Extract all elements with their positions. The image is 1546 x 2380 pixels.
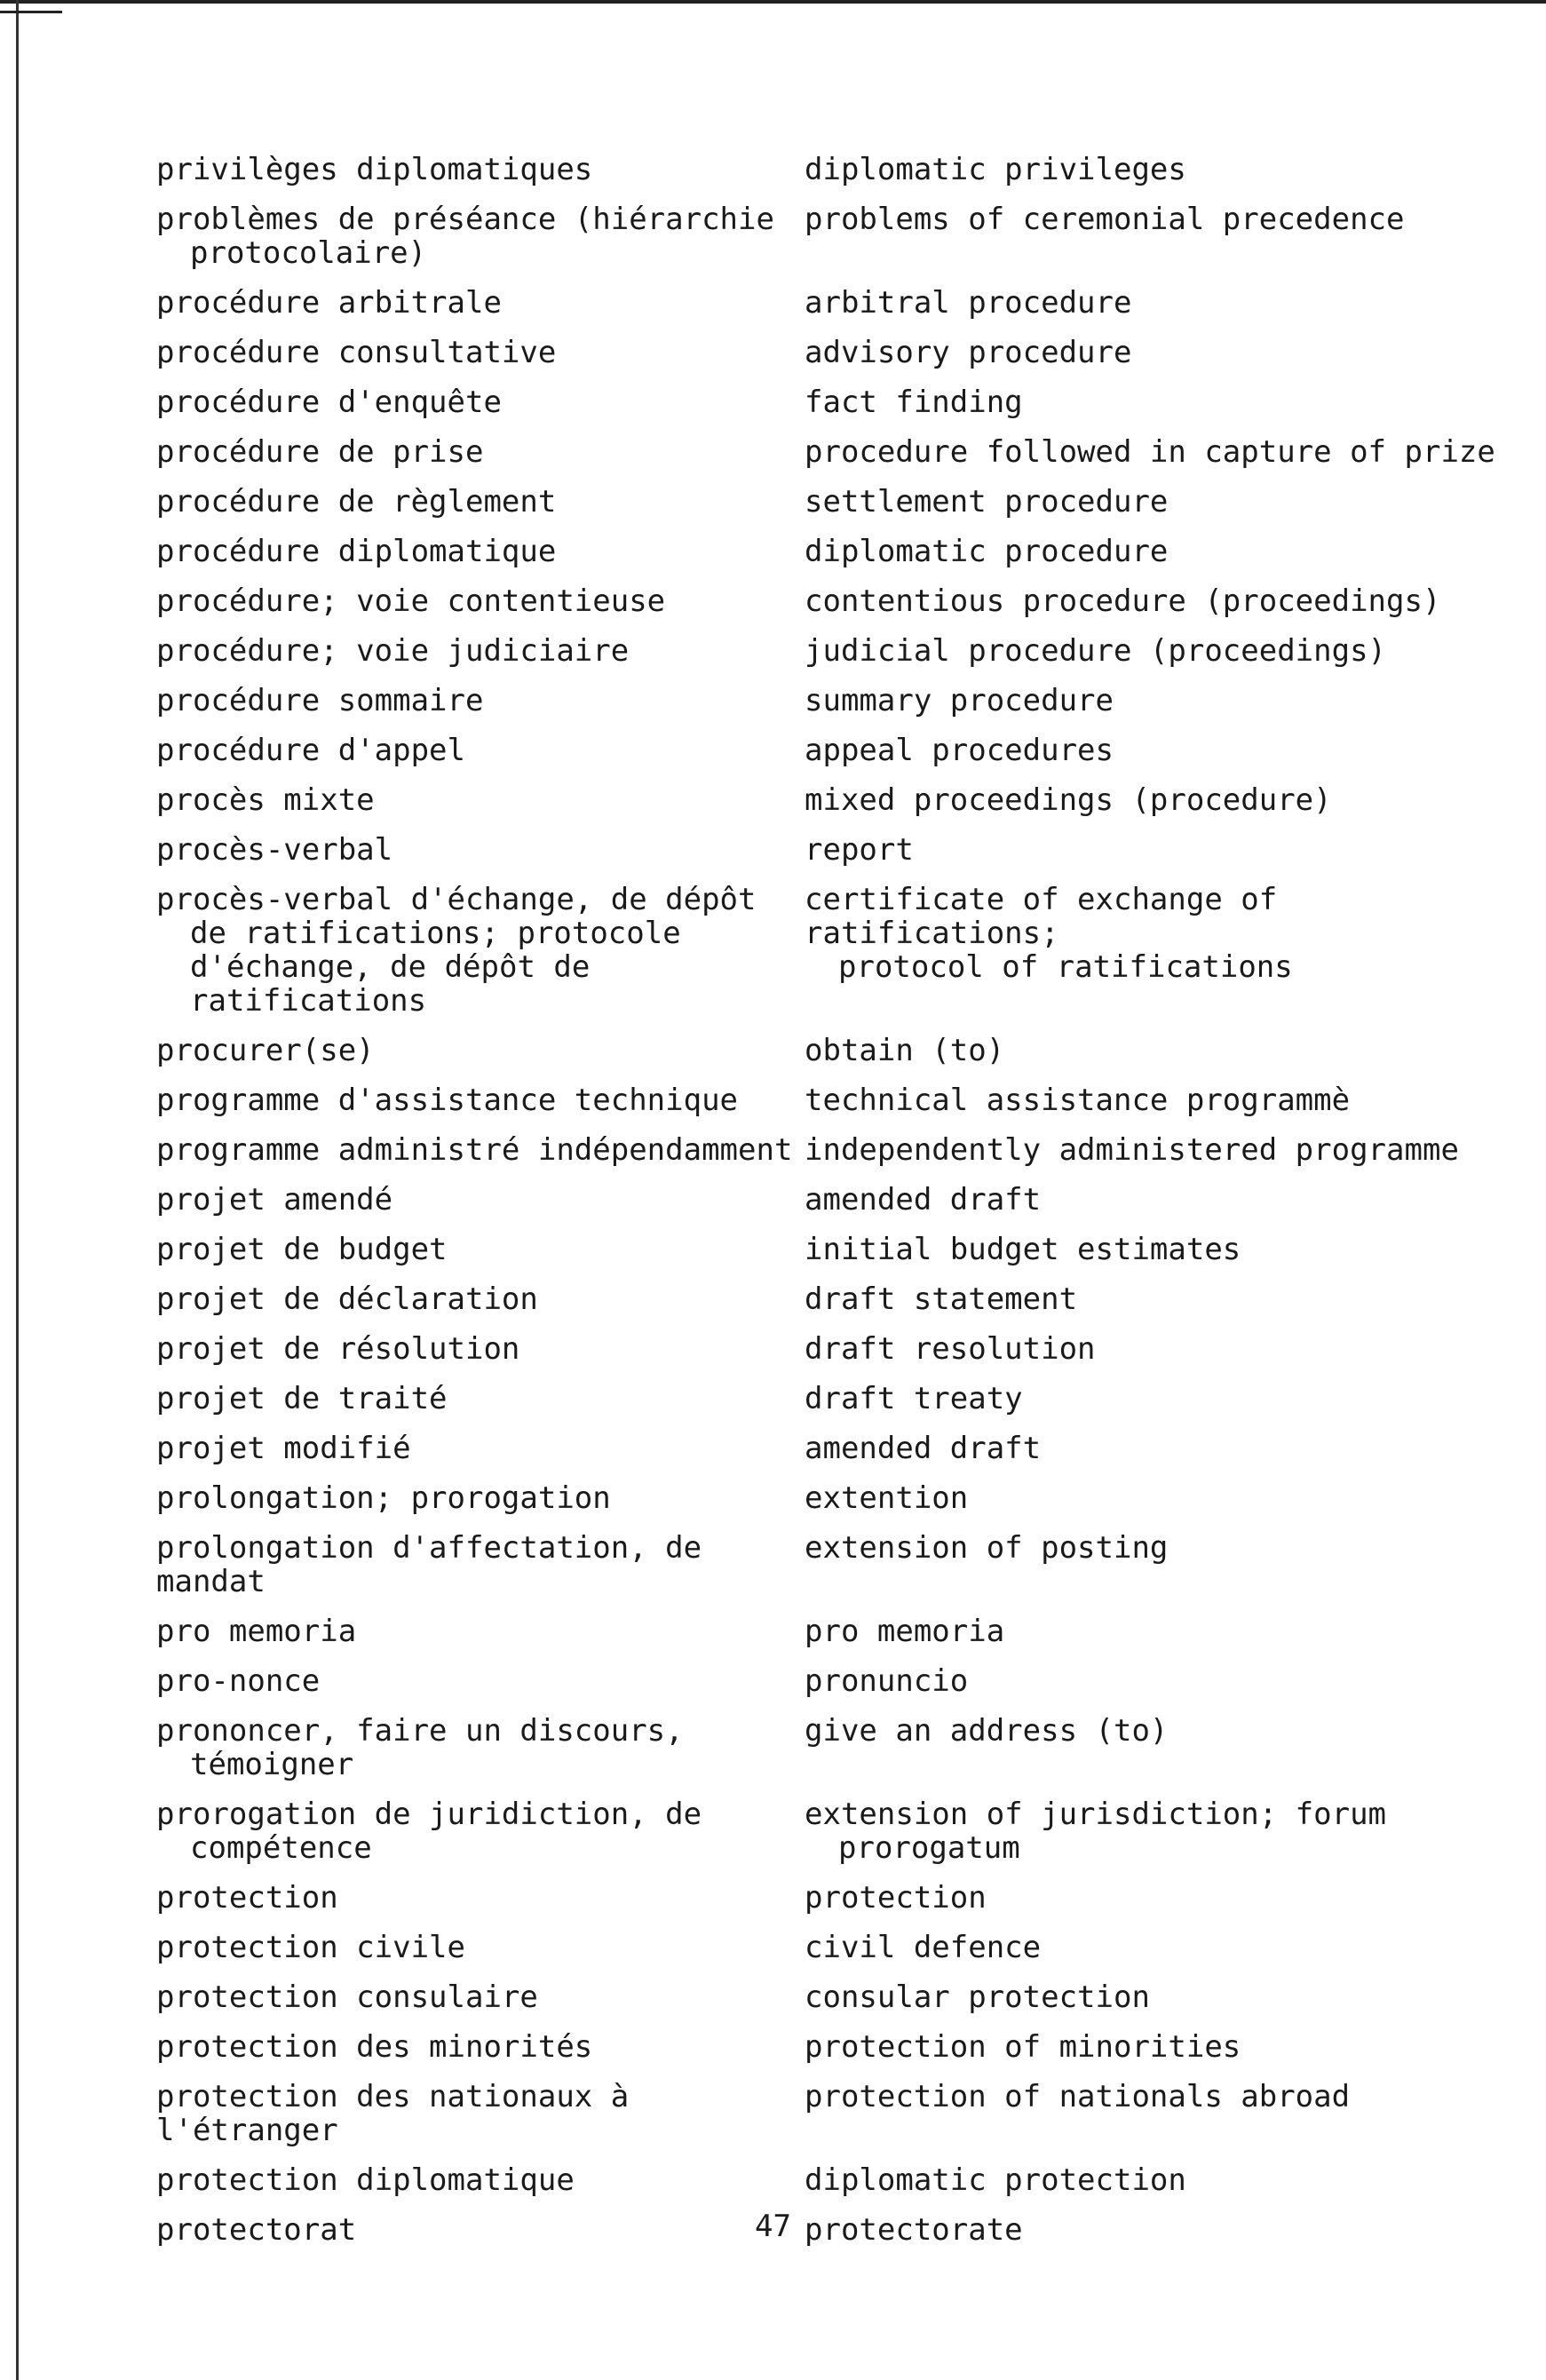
english-term: contentious procedure (proceedings) [805,583,1441,619]
glossary-entry [156,153,1515,186]
english-term: fact finding [805,385,1023,420]
english-term: initial budget estimates [805,1232,1241,1267]
glossary-entry [156,1133,1515,1167]
english-term: pronuncio [805,1663,969,1699]
glossary-entry [156,385,1515,419]
english-term: mixed proceedings (procedure) [805,782,1332,818]
page-number: 47 [755,2209,791,2244]
french-term: procès-verbal [156,832,393,868]
glossary-entry [156,1797,1515,1865]
french-term: protection consulaire [156,1979,538,2015]
french-term: procurer(se) [156,1033,375,1068]
glossary-entry [156,336,1515,369]
french-term: protection civile [156,1930,465,1965]
glossary-entry [156,202,1515,270]
english-term: advisory procedure [805,335,1132,370]
english-term: settlement procedure [805,484,1169,520]
english-term: problems of ceremonial precedence [805,202,1405,237]
french-term: prononcer, faire un discours, témoigner [156,1713,684,1782]
glossary-entry [156,286,1515,320]
glossary-entry [156,1432,1515,1465]
english-term: arbitral procedure [805,285,1132,321]
english-term: summary procedure [805,683,1114,718]
glossary-entry [156,833,1515,867]
english-term: pro memoria [805,1614,1005,1649]
french-term: procédure sommaire [156,683,484,718]
french-term: procédure de prise [156,434,484,470]
glossary-entry [156,2030,1515,2064]
glossary-entry [156,1083,1515,1117]
glossary-entry [156,535,1515,568]
french-term: projet de traité [156,1381,448,1416]
english-term: report [805,832,914,868]
french-term: protectorat [156,2212,357,2248]
glossary-entry [156,1034,1515,1067]
english-term: judicial procedure (proceedings) [805,633,1387,669]
french-term: protection diplomatique [156,2162,575,2198]
french-term: problèmes de préséance (hiérarchie protocolaire) [156,202,774,271]
french-term: protection [156,1880,338,1916]
scan-border-top [0,0,1546,4]
english-term: amended draft [805,1182,1042,1218]
english-term: diplomatic protection [805,2162,1186,2198]
english-term: diplomatic procedure [805,534,1169,569]
glossary-entry [156,1382,1515,1416]
glossary-entry [156,1332,1515,1366]
french-term: pro-nonce [156,1663,321,1699]
french-term: procès-verbal d'échange, de dépôt de ratifications; protocole d'échange, de dépôt de ratifications [156,882,757,1019]
glossary-entry [156,783,1515,817]
english-term: draft resolution [805,1331,1096,1367]
glossary-entry [156,1531,1515,1599]
glossary-entry [156,1183,1515,1217]
english-term: procedure followed in capture of prize [805,434,1495,470]
glossary-entry [156,883,1515,1018]
glossary-entry [156,1614,1515,1648]
french-term: protection des minorités [156,2029,593,2065]
english-term: protection of nationals abroad [805,2079,1351,2114]
french-term: projet amendé [156,1182,393,1218]
french-term: procédure consultative [156,335,557,370]
glossary-entry [156,584,1515,618]
glossary-entry [156,1664,1515,1698]
glossary-entry [156,2163,1515,2197]
french-term: procédure; voie contentieuse [156,583,666,619]
english-term: amended draft [805,1431,1042,1466]
glossary-entry [156,1881,1515,1915]
english-term: technical assistance programmè [805,1083,1351,1118]
french-term: programme administré indépendamment [156,1132,793,1168]
french-term: procès mixte [156,782,375,818]
glossary-entry [156,634,1515,668]
english-term: consular protection [805,1979,1150,2015]
english-term: draft treaty [805,1381,1023,1416]
english-term: extension of jurisdiction; forum prorogatum [805,1797,1387,1866]
french-term: procédure d'enquête [156,385,502,420]
english-term: obtain (to) [805,1033,1005,1068]
english-term: independently administered programme [805,1132,1459,1168]
english-term: extension of posting [805,1530,1169,1566]
french-term: prolongation d'affectation, de mandat [156,1530,702,1599]
french-term: projet de résolution [156,1331,520,1367]
glossary-entry [156,684,1515,718]
french-term: projet de budget [156,1232,448,1267]
english-term: protection [805,1880,987,1916]
english-term: protection of minorities [805,2029,1241,2065]
english-term: give an address (to) [805,1713,1169,1749]
english-term: extention [805,1480,969,1516]
glossary-entry [156,1233,1515,1266]
french-term: programme d'assistance technique [156,1083,739,1118]
french-term: privilèges diplomatiques [156,152,593,187]
french-term: prorogation de juridiction, de compétence [156,1797,702,1866]
french-term: protection des nationaux à l'étranger [156,2079,630,2148]
glossary-entry [156,1980,1515,2014]
english-term: certificate of exchange of ratifications; protocol of ratifications [805,882,1293,985]
french-term: procédure; voie judiciaire [156,633,630,669]
glossary-list [156,153,1515,2263]
french-term: procédure diplomatique [156,534,557,569]
scan-border-left [16,0,19,2380]
french-term: projet modifié [156,1431,411,1466]
english-term: protectorate [805,2212,1023,2248]
glossary-entry [156,435,1515,469]
glossary-entry [156,1931,1515,1964]
french-term: projet de déclaration [156,1281,538,1317]
glossary-entry [156,1481,1515,1515]
english-term: diplomatic privileges [805,152,1186,187]
french-term: procédure arbitrale [156,285,502,321]
glossary-entry [156,2080,1515,2147]
scan-corner-mark [0,0,62,13]
french-term: procédure d'appel [156,733,465,768]
french-term: pro memoria [156,1614,357,1649]
glossary-entry [156,485,1515,519]
french-term: prolongation; prorogation [156,1480,611,1516]
english-term: draft statement [805,1281,1078,1317]
french-term: procédure de règlement [156,484,557,520]
english-term: civil defence [805,1930,1042,1965]
glossary-entry [156,1282,1515,1316]
glossary-entry [156,734,1515,767]
glossary-entry [156,1714,1515,1781]
english-term: appeal procedures [805,733,1114,768]
